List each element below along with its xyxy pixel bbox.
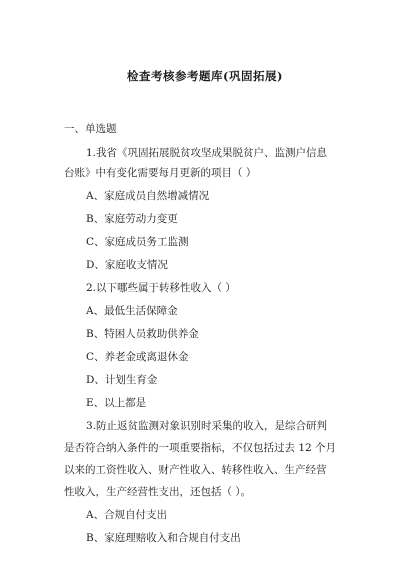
- q1-option-a: A、家庭成员自然增减情况: [86, 190, 210, 202]
- q1-option-c: C、家庭成员务工监测: [86, 236, 189, 248]
- document-title: 检查考核参考题库(巩固拓展): [127, 69, 283, 83]
- q1-text-line1: 1.我省《巩固拓展脱贫攻坚成果脱贫户、监测户信息: [86, 147, 328, 159]
- q3-text-line3: 以来的工资性收入、财产性收入、转移性收入、生产经营: [64, 464, 327, 476]
- q3-option-b: B、家庭理赔收入和合规自付支出: [86, 532, 241, 544]
- q1-option-b: B、家庭劳动力变更: [86, 213, 178, 225]
- q3-option-a: A、合规自付支出: [86, 509, 168, 521]
- q2-option-c: C、养老金或离退休金: [86, 351, 189, 363]
- q2-option-a: A、最低生活保障金: [86, 305, 178, 317]
- q3-text-line1: 3.防止返贫监测对象识别时采集的收入，是综合研判: [86, 420, 328, 432]
- q2-option-b: B、特困人员救助供养金: [86, 328, 199, 340]
- q1-text-line2: 台账》中有变化需要每月更新的项目（ ）: [64, 167, 257, 179]
- q3-text-line4: 性收入，生产经营性支出，还包括（ ）。: [64, 486, 252, 498]
- q2-option-e: E、以上都是: [86, 397, 147, 409]
- q3-text-line2: 是否符合纳入条件的一项重要指标，不仅包括过去 12 个月: [64, 442, 337, 454]
- section-heading: 一、单选题: [64, 123, 117, 135]
- q2-text-line1: 2.以下哪些属于转移性收入（ ）: [86, 282, 236, 294]
- q1-option-d: D、家庭收支情况: [86, 259, 168, 271]
- q2-option-d: D、计划生育金: [86, 374, 158, 386]
